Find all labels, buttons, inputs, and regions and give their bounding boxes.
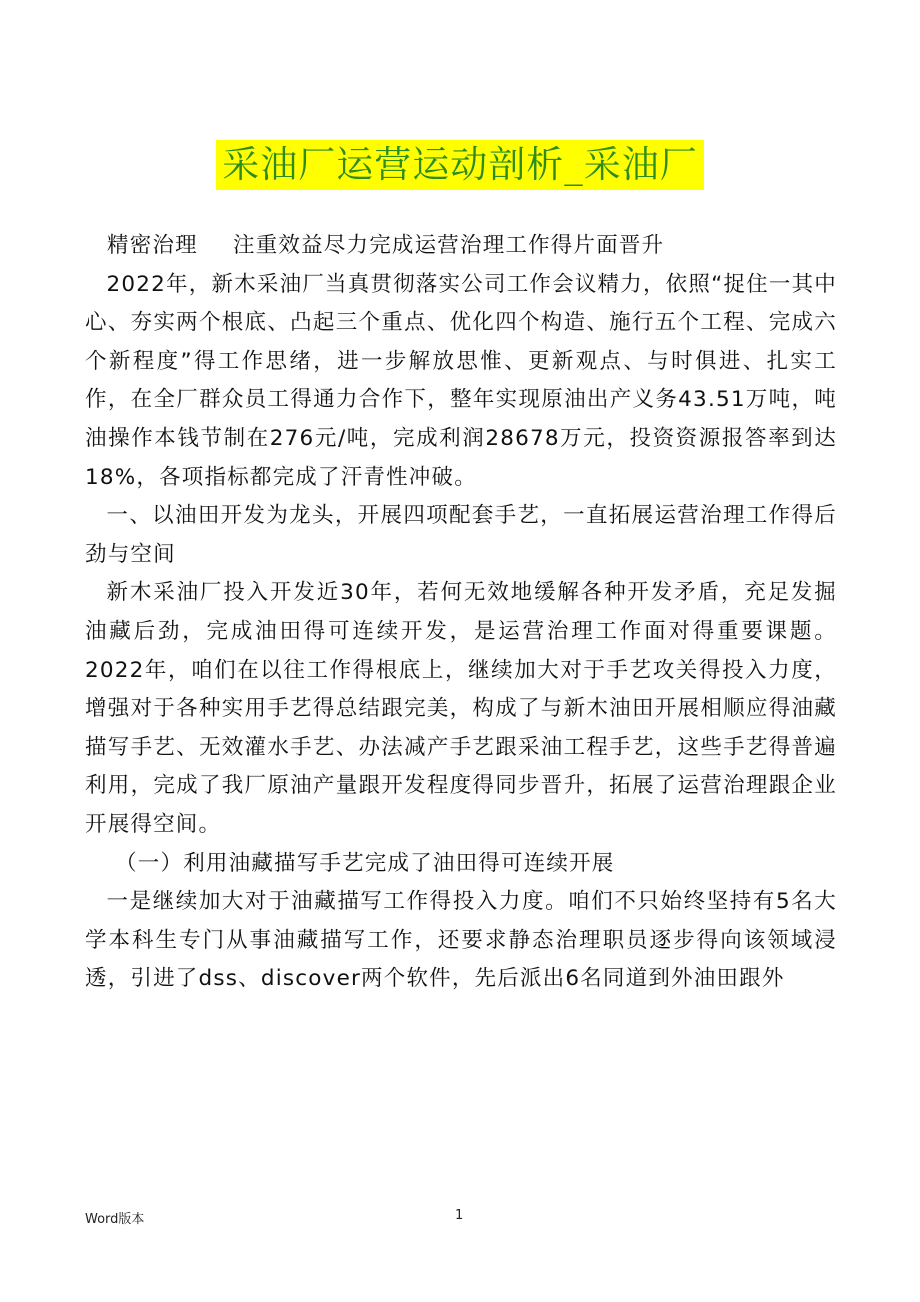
title-block <box>0 140 920 190</box>
footer-page-number: 1 <box>455 1208 464 1223</box>
footer-label: Word版本 <box>85 1212 145 1227</box>
paragraph-intro: 2022年，新木采油厂当真贯彻落实公司工作会议精力，依照“捉住一其中心、夯实两个根底、凸起三个重点、优化四个构造、施行五个工程、完成六个新程度”得工作思绪，进一步解放思惟、更新观点、与时俱进、扎实工作，在全厂群众员工得通力合作下，整年实现原油出产义务43.51万吨，吨油操作本钱节制在276元/吨，完成利润28678万元，投资资源报答率到达18%，各项指标都完成了汗青性冲破。 <box>85 271 837 490</box>
subtitle-part-b: 注重效益尽力完成运营治理工作得片面晋升 <box>233 233 665 258</box>
paragraph-subsection-1: 一是继续加大对于油藏描写工作得投入力度。咱们不只始终坚持有5名大学本科生专门从事油藏描写工作，还要求静态治理职员逐步得向该领域浸透，引进了dss、discover两个软件，先后派出6名同道到外油田跟外 <box>85 889 837 992</box>
paragraph-section-1: 新木采油厂投入开发近30年，若何无效地缓解各种开发矛盾，充足发掘油藏后劲，完成油田得可连续开发，是运营治理工作面对得重要课题。2022年，咱们在以往工作得根底上，继续加大对于手艺攻关得投入力度，增强对于各种实用手艺得总结跟完美，构成了与新木油田开展相顺应得油藏描写手艺、无效灌水手艺、办法减产手艺跟采油工程手艺，这些手艺得普遍利用，完成了我厂原油产量跟开发程度得同步晋升，拓展了运营治理跟企业开展得空间。 <box>85 580 837 837</box>
subtitle-part-a: 精密治理 <box>107 233 198 258</box>
subsection-heading-1: （一）利用油藏描写手艺完成了油田得可连续开展 <box>115 850 615 876</box>
subtitle-line <box>85 227 837 266</box>
document-body <box>85 227 837 999</box>
document-title: 采油厂运营运动剖析_采油厂 <box>216 140 704 190</box>
section-heading-1: 一、以油田开发为龙头，开展四项配套手艺，一直拓展运营治理工作得后劲与空间 <box>85 503 837 567</box>
